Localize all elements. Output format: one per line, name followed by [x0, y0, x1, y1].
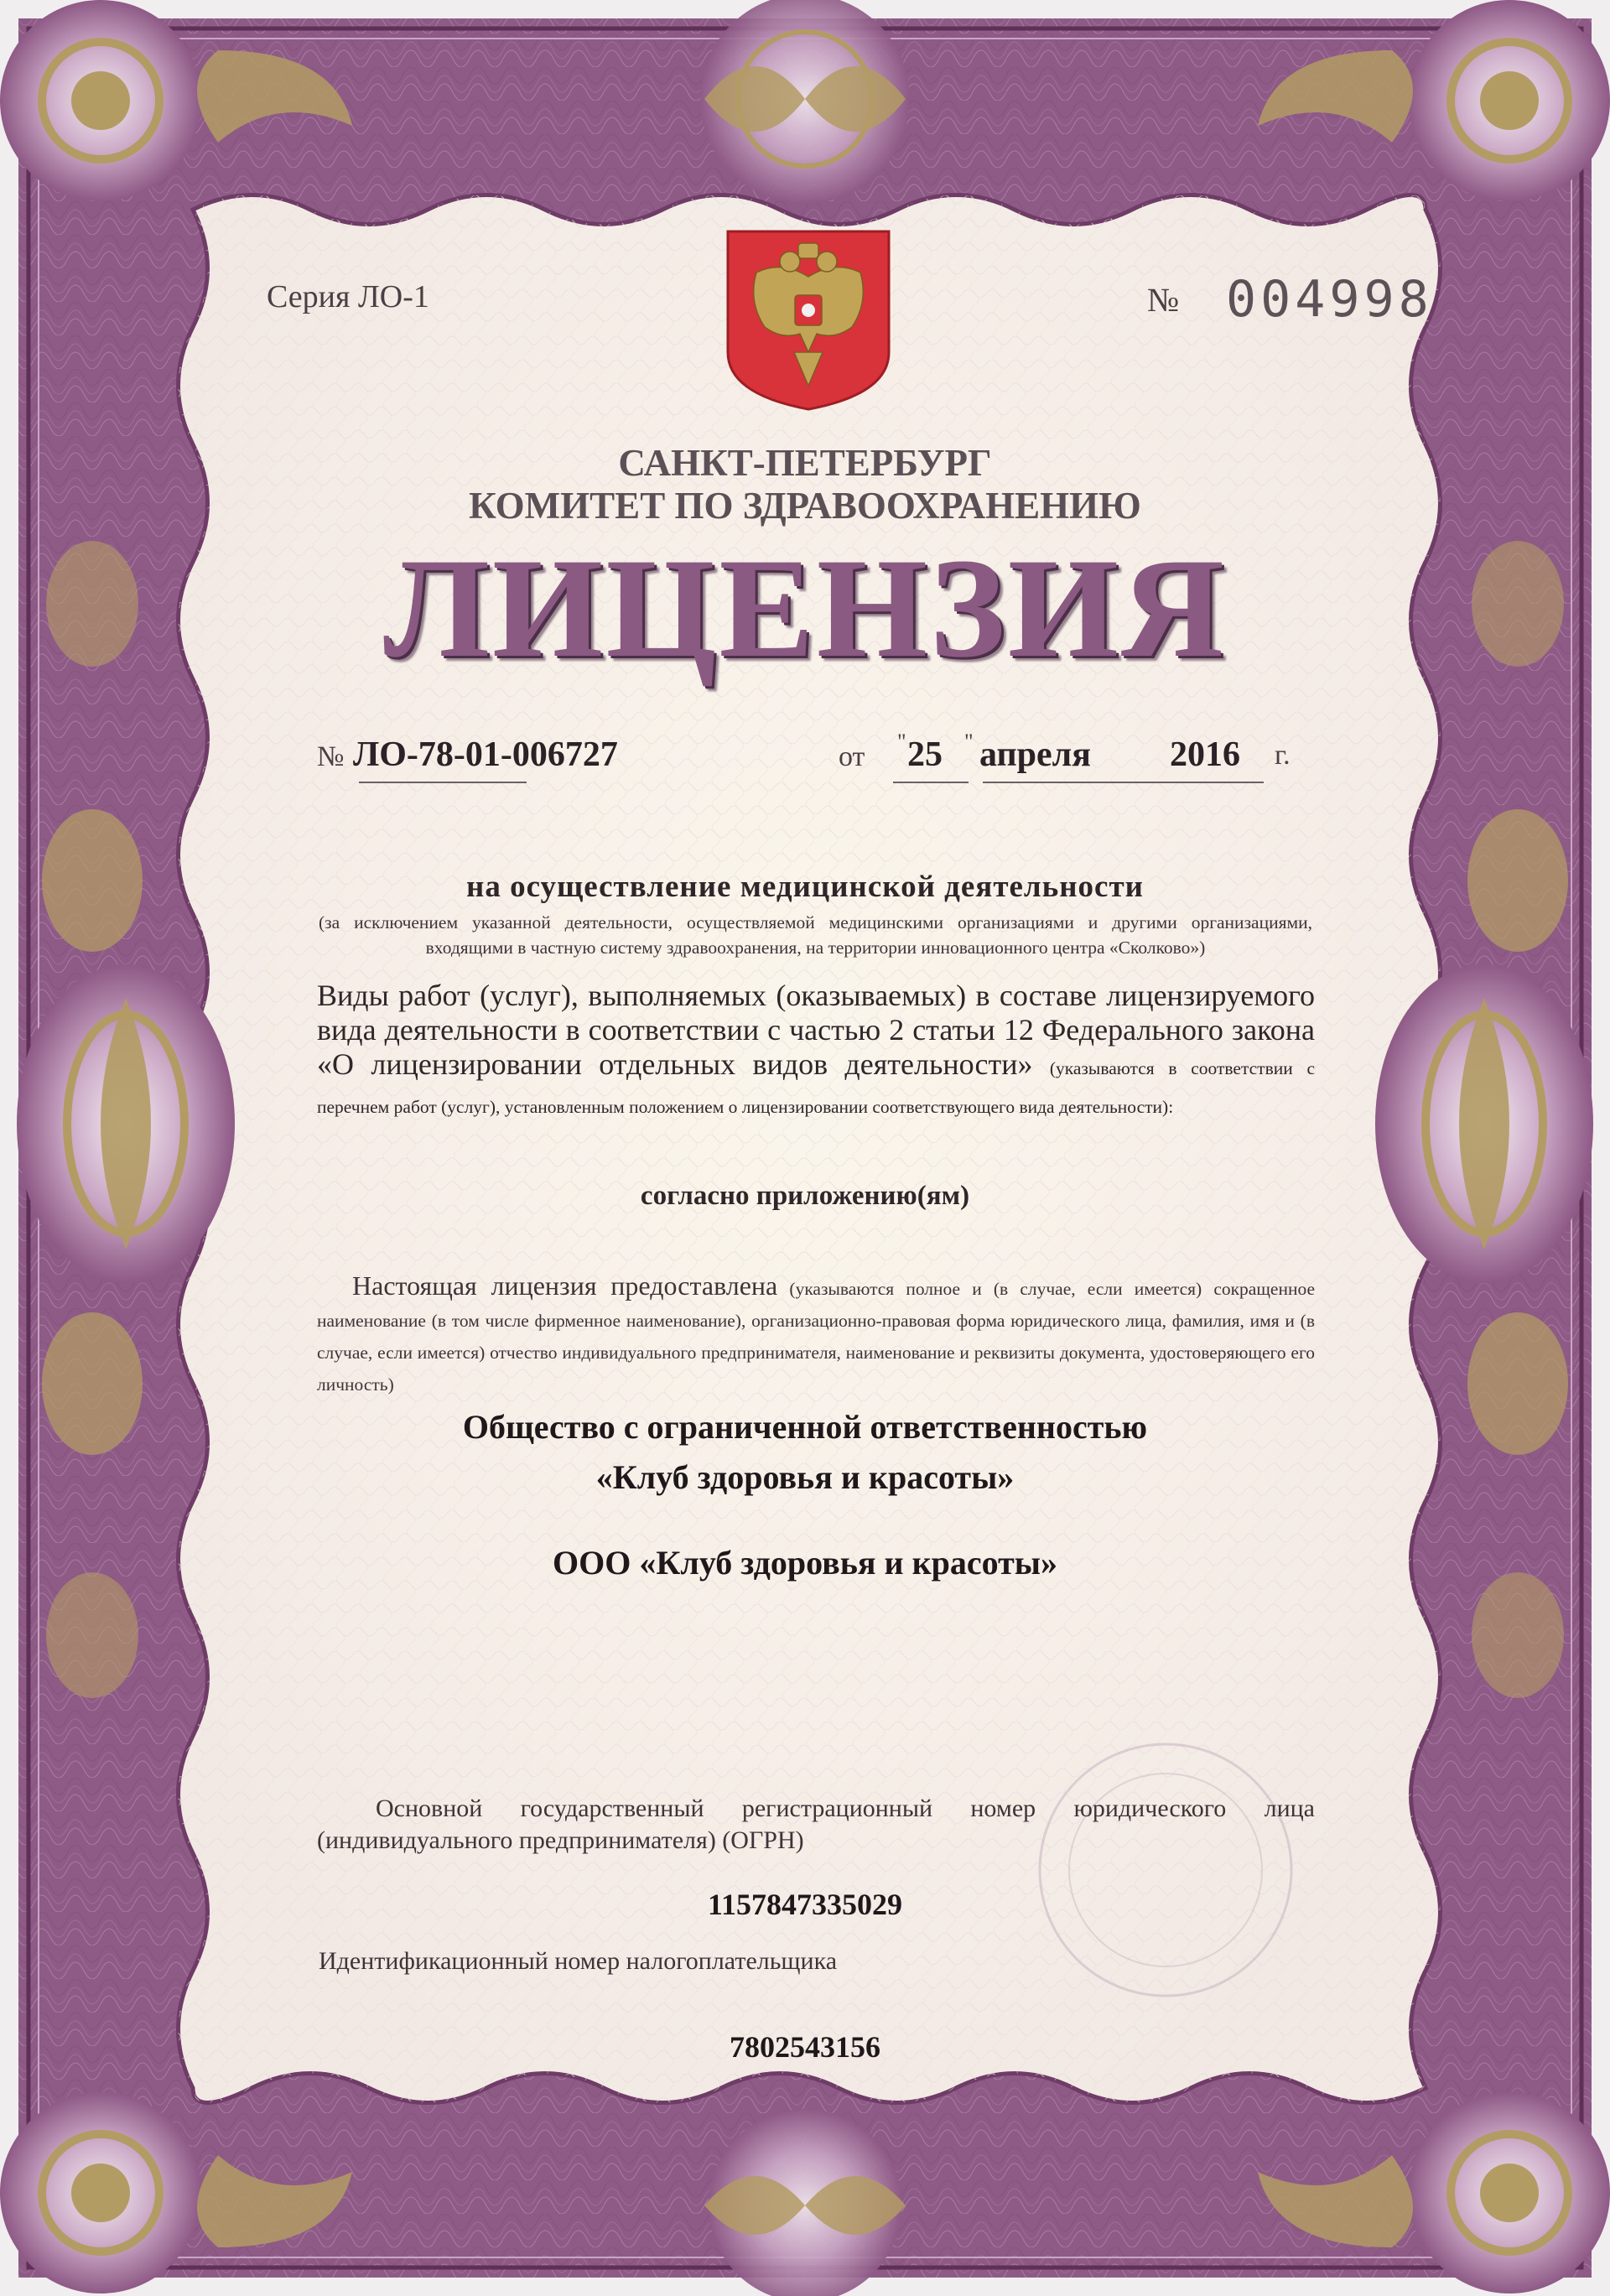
granted-paragraph [317, 1270, 1315, 1400]
license-date-row [839, 730, 1308, 775]
rosette-top-right [1409, 0, 1610, 201]
license-day: 25 [907, 735, 943, 774]
series-label: Серия ЛО-1 [267, 279, 429, 314]
rosette-top-center [700, 0, 910, 204]
license-month: апреля [979, 735, 1091, 774]
inn-label: Идентификационный номер налогоплательщика [319, 1947, 838, 1975]
ogrn-label: Основной государственный регистрационный номер юридического лица (индивидуального предпринимателя) (ОГРН) [317, 1795, 1315, 1854]
serial-number: 004998 [1226, 270, 1433, 329]
works-text: Виды работ (услуг), выполняемых (оказываемых) в составе лицензируемого вида деятельности в соответствии с частью 2 статьи 12 Федерального закона «О лицензировании отдельных видов деятельности» [317, 979, 1315, 1081]
quote-open: " [897, 730, 906, 754]
inn-value: 7802543156 [730, 2030, 880, 2064]
activity-name: на осуществление медицинской деятельности [466, 870, 1144, 904]
license-number: ЛО-78-01-006727 [352, 735, 618, 774]
year-suffix: г. [1275, 740, 1291, 771]
activity-note: (за исключением указанной деятельности, осуществляемой медицинскими организациями и другими организациями, входящими в частную систему здравоохранения, на территории инновационного центра «Сколково») [319, 912, 1312, 958]
date-from-label: от [839, 741, 865, 772]
works-note: (указываются в соответствии с перечнем работ (услуг), установленным положением о лицензировании соответствующего вида деятельности): [317, 1058, 1316, 1117]
committee-heading: КОМИТЕТ ПО ЗДРАВООХРАНЕНИЮ [469, 485, 1141, 527]
license-year: 2016 [1170, 735, 1240, 774]
works-value: согласно приложению(ям) [640, 1181, 970, 1211]
organization-short-name: ООО «Клуб здоровья и красоты» [553, 1544, 1057, 1582]
coat-of-arms-emblem [723, 226, 894, 413]
city-heading: САНКТ-ПЕТЕРБУРГ [618, 442, 992, 484]
quote-close: " [964, 730, 974, 754]
rosette-bottom-right [1409, 2092, 1610, 2293]
number-sign: № [1147, 281, 1180, 319]
rosette-top-left [0, 0, 201, 201]
license-number-sign: № [317, 741, 345, 772]
rosette-bottom-left [0, 2092, 201, 2293]
organization-full-name-line2: «Клуб здоровья и красоты» [595, 1458, 1015, 1496]
organization-full-name-line1: Общество с ограниченной ответственностью [462, 1408, 1148, 1446]
works-paragraph [317, 979, 1315, 1125]
ogrn-value: 1157847335029 [707, 1888, 902, 1921]
granted-note: (указываются полное и (в случае, если имеется) сокращенное наименование (в том числе фирменное наименование), организационно-правовая форма юридического лица, фамилия, имя и (в случае, если имеется) отчество индивидуального предпринимателя, наименование и реквизиты документа, удостоверяющего его личность) [317, 1279, 1316, 1395]
license-number-row [317, 735, 618, 775]
granted-lead: Настоящая лицензия предоставлена [352, 1270, 778, 1301]
license-title: ЛИЦЕНЗИЯ [383, 529, 1227, 687]
